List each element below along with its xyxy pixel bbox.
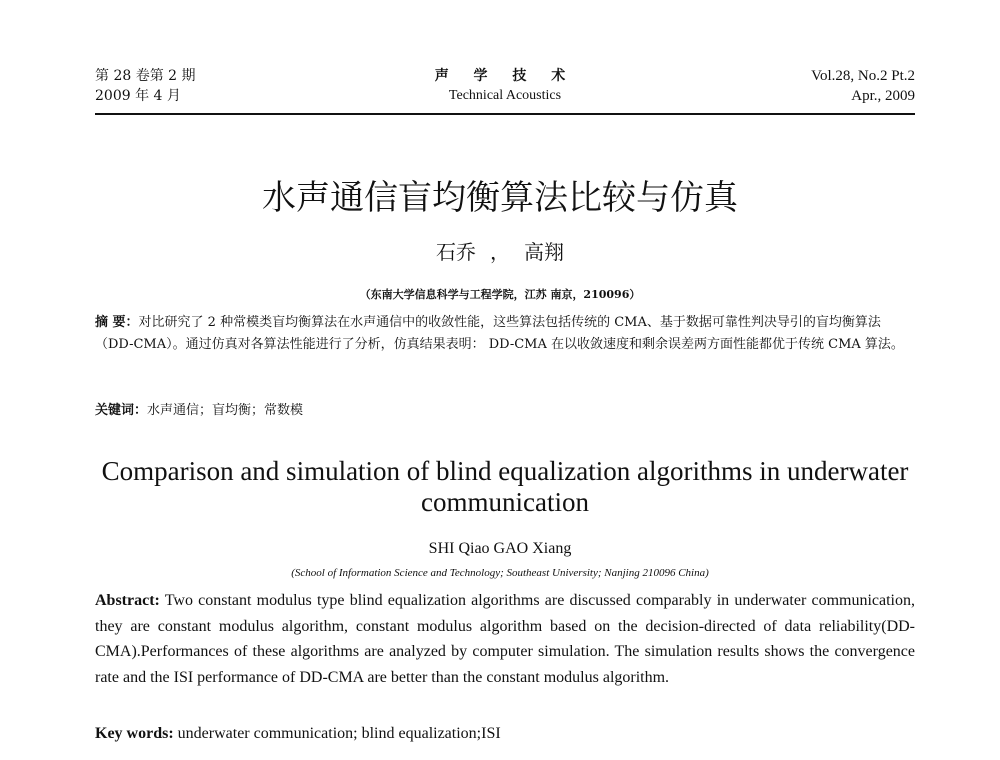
abstract-text-zh: 对比研究了 2 种常模类盲均衡算法在水声通信中的收敛性能，这些算法包括传统的 CMA、基于数据可靠性判决导引的盲均衡算法（DD-CMA）。通过仿真对各算法性能进行了分析，仿真结果表明： DD-CMA 在以收敛速度和剩余误差两方面性能都优于传统 CMA 算法。 — [95, 315, 904, 352]
journal-name-zh: 声 学 技 术 — [434, 68, 576, 84]
date-en: Apr., 2009 — [851, 88, 915, 104]
author-2-zh: 高翔 — [524, 240, 564, 264]
paper-title-zh: 水声通信盲均衡算法比较与仿真 — [262, 178, 738, 218]
volume-info-en — [811, 66, 915, 106]
volume-issue-zh: 第 28 卷第 2 期 — [95, 68, 196, 84]
keywords-label-en: Key words: — [95, 725, 174, 742]
abstract-en — [95, 588, 915, 690]
abstract-zh — [95, 312, 915, 356]
keywords-text-en: underwater communication; blind equalization;ISI — [173, 725, 501, 742]
keywords-text-zh: 水声通信；盲均衡；常数模 — [147, 403, 304, 418]
author-1-zh: 石乔 — [436, 240, 476, 264]
authors-zh — [0, 238, 1000, 266]
author-separator: ， — [490, 240, 510, 264]
affiliation-zh: （东南大学信息科学与工程学院，江苏 南京，210096） — [359, 288, 641, 301]
journal-name-en: Technical Acoustics — [448, 88, 562, 103]
abstract-label-zh: 摘 要： — [95, 315, 139, 330]
authors-en: SHI Qiao GAO Xiang — [428, 540, 572, 557]
abstract-label-en: Abstract: — [95, 592, 160, 609]
keywords-en — [95, 721, 915, 746]
volume-issue-en: Vol.28, No.2 Pt.2 — [811, 68, 915, 84]
abstract-text-en: Two constant modulus type blind equalization algorithms are discussed comparably in underwater communication, they are constant modulus algorithm, constant modulus algorithm based on the decision-directed of data reliability(DD-CMA).Performances of these algorithms are analyzed by computer simulation. The simulation results shows the convergence rate and the ISI performance of DD-CMA are better than the constant modulus algorithm. — [95, 592, 915, 686]
page-header — [95, 66, 915, 114]
paper-title-en: Comparison and simulation of blind equalization algorithms in underwater communication — [101, 456, 909, 517]
keywords-label-zh: 关键词： — [95, 403, 148, 418]
date-zh: 2009 年 4 月 — [95, 88, 181, 104]
journal-name — [95, 66, 915, 106]
header-rule — [95, 113, 915, 115]
affiliation-en: (School of Information Science and Technology; Southeast University; Nanjing 210096 China) — [291, 567, 709, 579]
keywords-zh — [95, 400, 915, 422]
